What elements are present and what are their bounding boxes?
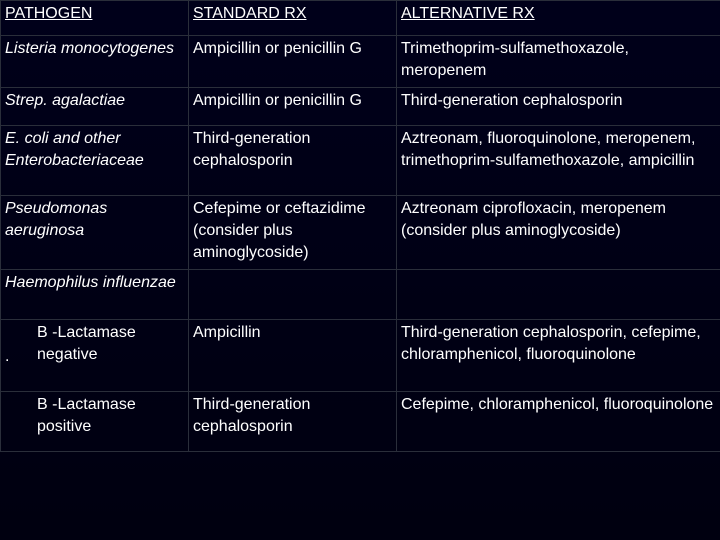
subtype-label: Β -Lactamase negative: [37, 324, 136, 363]
alternative-rx-cell: Aztreonam ciprofloxacin, meropenem (consider plus aminoglycoside): [397, 196, 720, 270]
header-alternative-rx: ALTERNATIVE RX: [397, 1, 720, 36]
bullet-marker: .: [5, 348, 10, 365]
header-pathogen: PATHOGEN: [1, 1, 189, 36]
alternative-rx-cell: Third-generation cephalosporin, cefepime, chloramphenicol, fluoroquinolone: [397, 320, 720, 392]
alternative-rx-cell: Cefepime, chloramphenicol, fluoroquinolone: [397, 392, 720, 452]
table-subrow: [1, 392, 720, 452]
bullet-marker: [5, 394, 33, 418]
pathogen-cell: Strep. agalactiae: [1, 88, 189, 126]
alternative-rx-cell: [397, 270, 720, 320]
alternative-rx-cell: Aztreonam, fluoroquinolone, meropenem, trimethoprim-sulfamethoxazole, ampicillin: [397, 126, 720, 196]
table-subrow: [1, 320, 720, 392]
table-row: [1, 270, 720, 320]
pathogen-subcell: [1, 320, 189, 392]
standard-rx-cell: Third-generation cephalosporin: [189, 392, 397, 452]
table-row: [1, 88, 720, 126]
table-row: [1, 196, 720, 270]
standard-rx-cell: Ampicillin or penicillin G: [189, 88, 397, 126]
pathogen-cell: Listeria monocytogenes: [1, 36, 189, 88]
table-row: [1, 36, 720, 88]
header-standard-rx: STANDARD RX: [189, 1, 397, 36]
standard-rx-cell: [189, 270, 397, 320]
standard-rx-cell: Third-generation cephalosporin: [189, 126, 397, 196]
table-row: [1, 126, 720, 196]
subtype-label: Β -Lactamase positive: [37, 396, 136, 435]
standard-rx-cell: Cefepime or ceftazidime (consider plus aminoglycoside): [189, 196, 397, 270]
pathogen-cell: Pseudomonas aeruginosa: [1, 196, 189, 270]
alternative-rx-cell: Third-generation cephalosporin: [397, 88, 720, 126]
pathogen-cell: E. coli and other Enterobacteriaceae: [1, 126, 189, 196]
pathogen-cell: Haemophilus influenzae: [1, 270, 189, 320]
standard-rx-cell: Ampicillin or penicillin G: [189, 36, 397, 88]
pathogen-subcell: [1, 392, 189, 452]
standard-rx-cell: Ampicillin: [189, 320, 397, 392]
alternative-rx-cell: Trimethoprim-sulfamethoxazole, meropenem: [397, 36, 720, 88]
header-row: [1, 1, 720, 36]
